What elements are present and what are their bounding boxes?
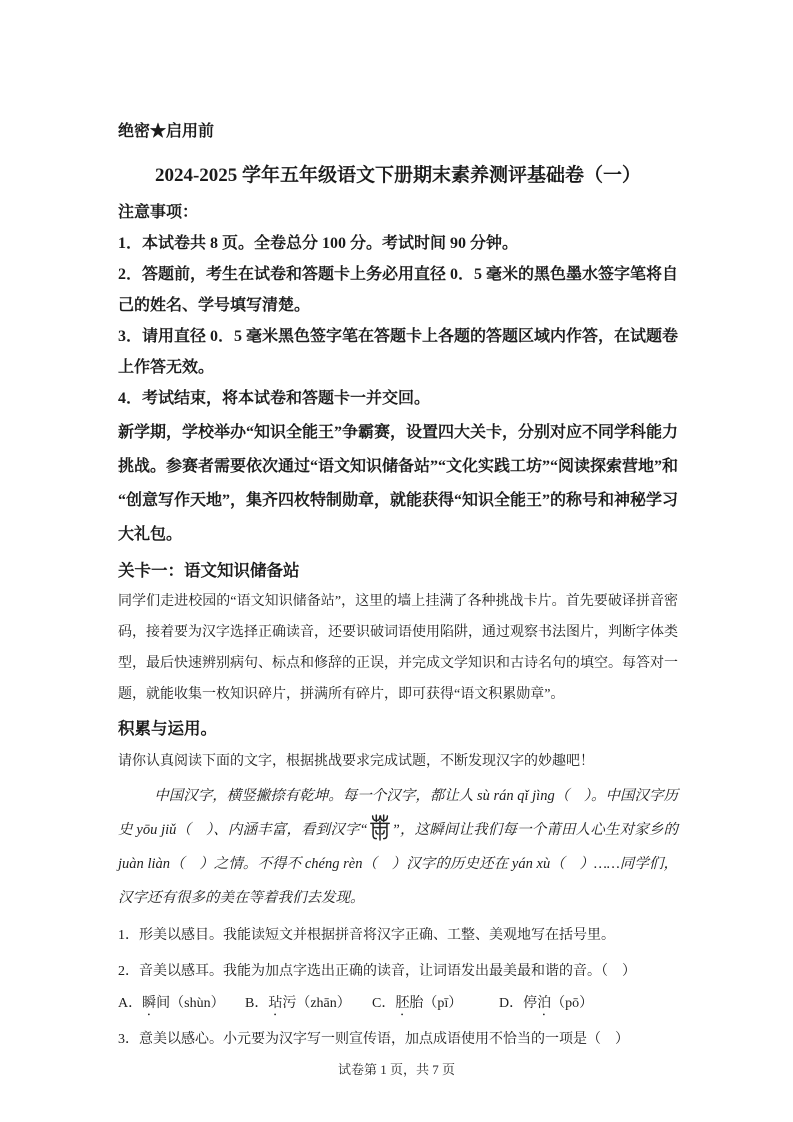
passage-text-before-glyph: 中国汉字，横竖撇捺有乾坤。每一个汉字，都让人 sù rán qǐ jìng（ ）。中国汉字历史 yōu jiǔ（ ）、内涵丰富，看到汉字“: [118, 788, 678, 838]
question-2: 2．音美以感耳。我能为加点字选出正确的读音，让词语发出最美最和谐的音。（ ）: [118, 964, 636, 979]
page-content: [118, 120, 678, 1055]
option-b: [245, 988, 372, 1019]
classification-label: 绝密★启用前: [118, 123, 215, 140]
option-b-pinyin: （zhān）: [296, 996, 351, 1011]
option-a-pinyin: （shùn）: [170, 996, 225, 1011]
option-c-rest: 胎: [409, 996, 424, 1011]
seal-script-character-image: [368, 813, 392, 843]
intro-paragraph: 新学期，学校举办“知识全能王”争霸赛，设置四大关卡，分别对应不同学科能力挑战。参赛者需要依次通过“语文知识储备站”“文化实践工坊”“阅读探索营地”和“创意写作天地”，集齐四枚特制勋章，就能获得“知识全能王”的称号和神秘学习大礼包。: [118, 424, 679, 543]
notice-heading: 注意事项：: [118, 204, 199, 221]
option-d-pre: 停: [523, 996, 538, 1011]
question-3: 3．意美以感心。小元要为汉字写一则宣传语，加点成语使用不恰当的一项是（ ）: [118, 1032, 629, 1047]
section-heading: 关卡一：语文知识储备站: [118, 561, 300, 580]
option-c-dotted-char: 胚: [395, 996, 410, 1011]
page-number: 试卷第 1 页，共 7 页: [337, 1062, 455, 1077]
section-description: 同学们走进校园的“语文知识储备站”，这里的墙上挂满了各种挑战卡片。首先要破译拼音密码，接着要为汉字选择正确读音，还要识破词语使用陷阱，通过观察书法图片，判断字体类型，最后快速辨别病句、标点和修辞的正误，并完成文学知识和古诗名句的填空。每答对一题，就能收集一枚知识碎片，拼满所有碎片，即可获得“语文积累勋章”。: [118, 594, 678, 702]
question-1: 1．形美以感目。我能读短文并根据拼音将汉字正确、工整、美观地写在括号里。: [118, 928, 615, 943]
lead-instruction: 请你认真阅读下面的文字，根据挑战要求完成试题，不断发现汉字的妙趣吧！: [118, 754, 594, 769]
option-a-rest: 间: [156, 996, 171, 1011]
passage-paragraph: [118, 779, 678, 915]
option-a-dotted-char: 瞬: [142, 996, 157, 1011]
option-d-dotted-char: 泊: [537, 996, 552, 1011]
question-2-options: [118, 988, 678, 1019]
page-title: 2024-2025 学年五年级语文下册期末素养测评基础卷（一）: [154, 165, 642, 186]
option-a: [118, 988, 245, 1019]
option-b-label: B．: [245, 996, 269, 1011]
option-b-dotted-char: 玷: [268, 996, 283, 1011]
notice-item-3: 3．请用直径 0．5 毫米黑色签字笔在答题卡上各题的答题区域内作答，在试题卷上作答无效。: [118, 328, 679, 376]
seal-glyph-svg: [368, 813, 392, 843]
option-a-label: A．: [118, 996, 143, 1011]
option-c: [372, 988, 499, 1019]
notice-item-2: 2．答题前，考生在试卷和答题卡上务必用直径 0．5 毫米的黑色墨水签字笔将自己的姓名、学号填写清楚。: [118, 266, 679, 314]
passage-text-after-glyph: ”，这瞬间让我们每一个莆田人心生对家乡的 juàn liàn（ ）之情。不得不 chéng rèn（ ）汉字的历史还在 yán xù（ ）……同学们，汉字还有很多的美在等着我们去发现。: [118, 822, 679, 906]
option-c-label: C．: [372, 996, 396, 1011]
page-footer: [0, 1059, 793, 1078]
option-d-label: D．: [499, 996, 524, 1011]
option-d-pinyin: （pō）: [551, 996, 594, 1011]
option-d: [499, 988, 593, 1019]
subsection-heading: 积累与运用。: [118, 719, 217, 738]
option-b-rest: 污: [282, 996, 297, 1011]
option-c-pinyin: （pī）: [423, 996, 463, 1011]
notice-item-1: 1．本试卷共 8 页。全卷总分 100 分。考试时间 90 分钟。: [118, 235, 519, 252]
notice-item-4: 4．考试结束，将本试卷和答题卡一并交回。: [118, 390, 431, 407]
